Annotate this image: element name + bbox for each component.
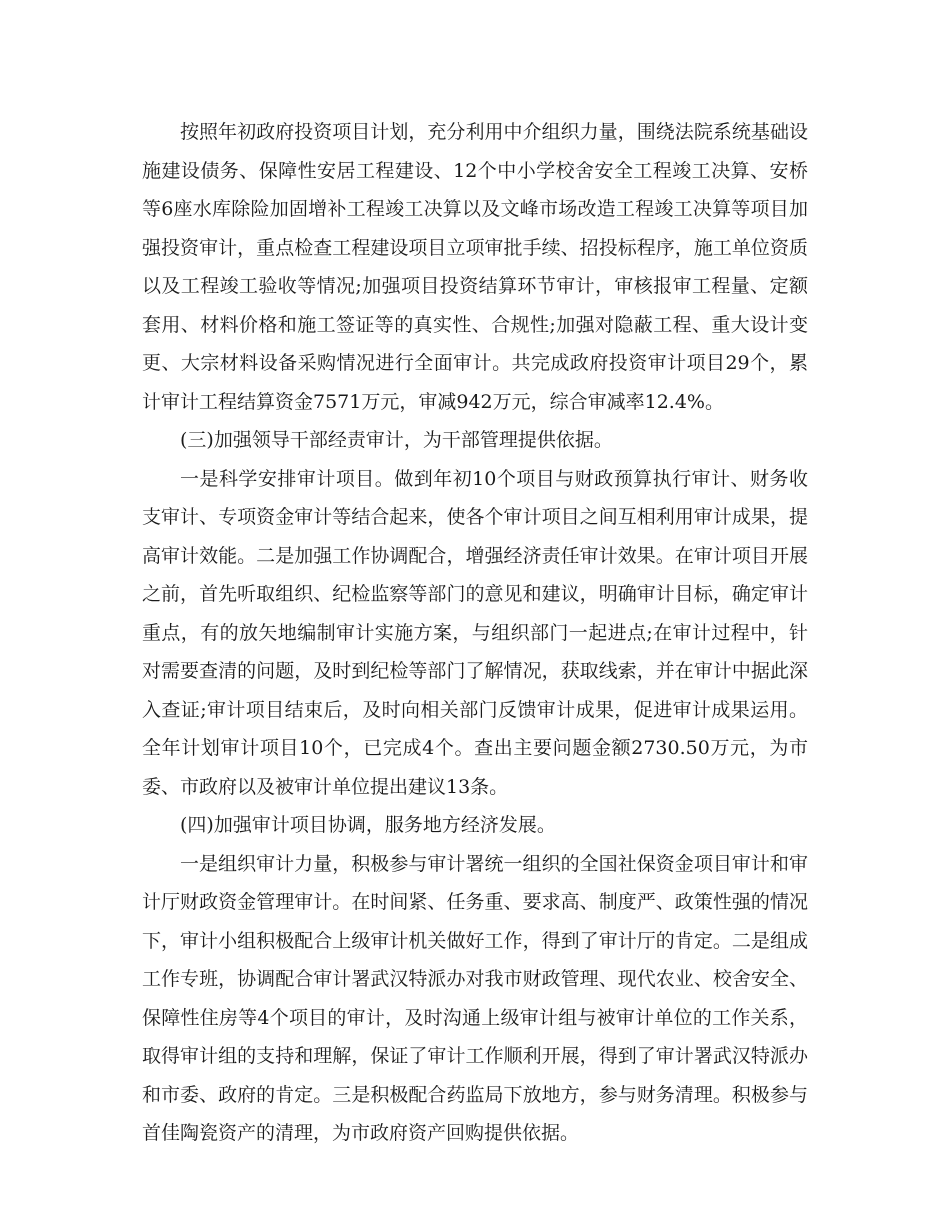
document-page	[142, 113, 808, 1153]
heading-section-3: (三)加强领导干部经责审计，为干部管理提供依据。	[180, 429, 613, 451]
paragraph-economic-responsibility-audit: 一是科学安排审计项目。做到年初10个项目与财政预算执行审计、财务收支审计、专项资金审计等结合起来，使各个审计项目之间互相利用审计成果，提高审计效能。二是加强工作协调配合，增强经济责任审计效果。在审计项目开展之前，首先听取组织、纪检监察等部门的意见和建议，明确审计目标，确定审计重点，有的放矢地编制审计实施方案，与组织部门一起进点;在审计过程中，针对需要查清的问题，及时到纪检等部门了解情况，获取线索，并在审计中据此深入查证;审计项目结束后，及时向相关部门反馈审计成果，促进审计成果运用。全年计划审计项目10个，已完成4个。查出主要问题金额2730.50万元，为市委、市政府以及被审计单位提出建议13条。	[142, 467, 808, 798]
paragraph-audit-coordination: 一是组织审计力量，积极参与审计署统一组织的全国社保资金项目审计和审计厅财政资金管理审计。在时间紧、任务重、要求高、制度严、政策性强的情况下，审计小组积极配合上级审计机关做好工作，得到了审计厅的肯定。二是组成工作专班，协调配合审计署武汉特派办对我市财政管理、现代农业、校舍安全、保障性住房等4个项目的审计，及时沟通上级审计组与被审计单位的工作关系，取得审计组的支持和理解，保证了审计工作顺利开展，得到了审计署武汉特派办和市委、政府的肯定。三是积极配合药监局下放地方，参与财务清理。积极参与首佳陶瓷资产的清理，为市政府资产回购提供依据。	[142, 852, 808, 1144]
heading-section-4: (四)加强审计项目协调，服务地方经济发展。	[180, 814, 556, 836]
paragraph-investment-audit: 按照年初政府投资项目计划，充分利用中介组织力量，围绕法院系统基础设施建设债务、保障性安居工程建设、12个中小学校舍安全工程竣工决算、安桥等6座水库除险加固增补工程竣工决算以及文峰市场改造工程竣工决算等项目加强投资审计，重点检查工程建设项目立项审批手续、招投标程序，施工单位资质以及工程竣工验收等情况;加强项目投资结算环节审计，审核报审工程量、定额套用、材料价格和施工签证等的真实性、合规性;加强对隐蔽工程、重大设计变更、大宗材料设备采购情况进行全面审计。共完成政府投资审计项目29个，累计审计工程结算资金7571万元，审减942万元，综合审减率12.4%。	[142, 121, 808, 413]
